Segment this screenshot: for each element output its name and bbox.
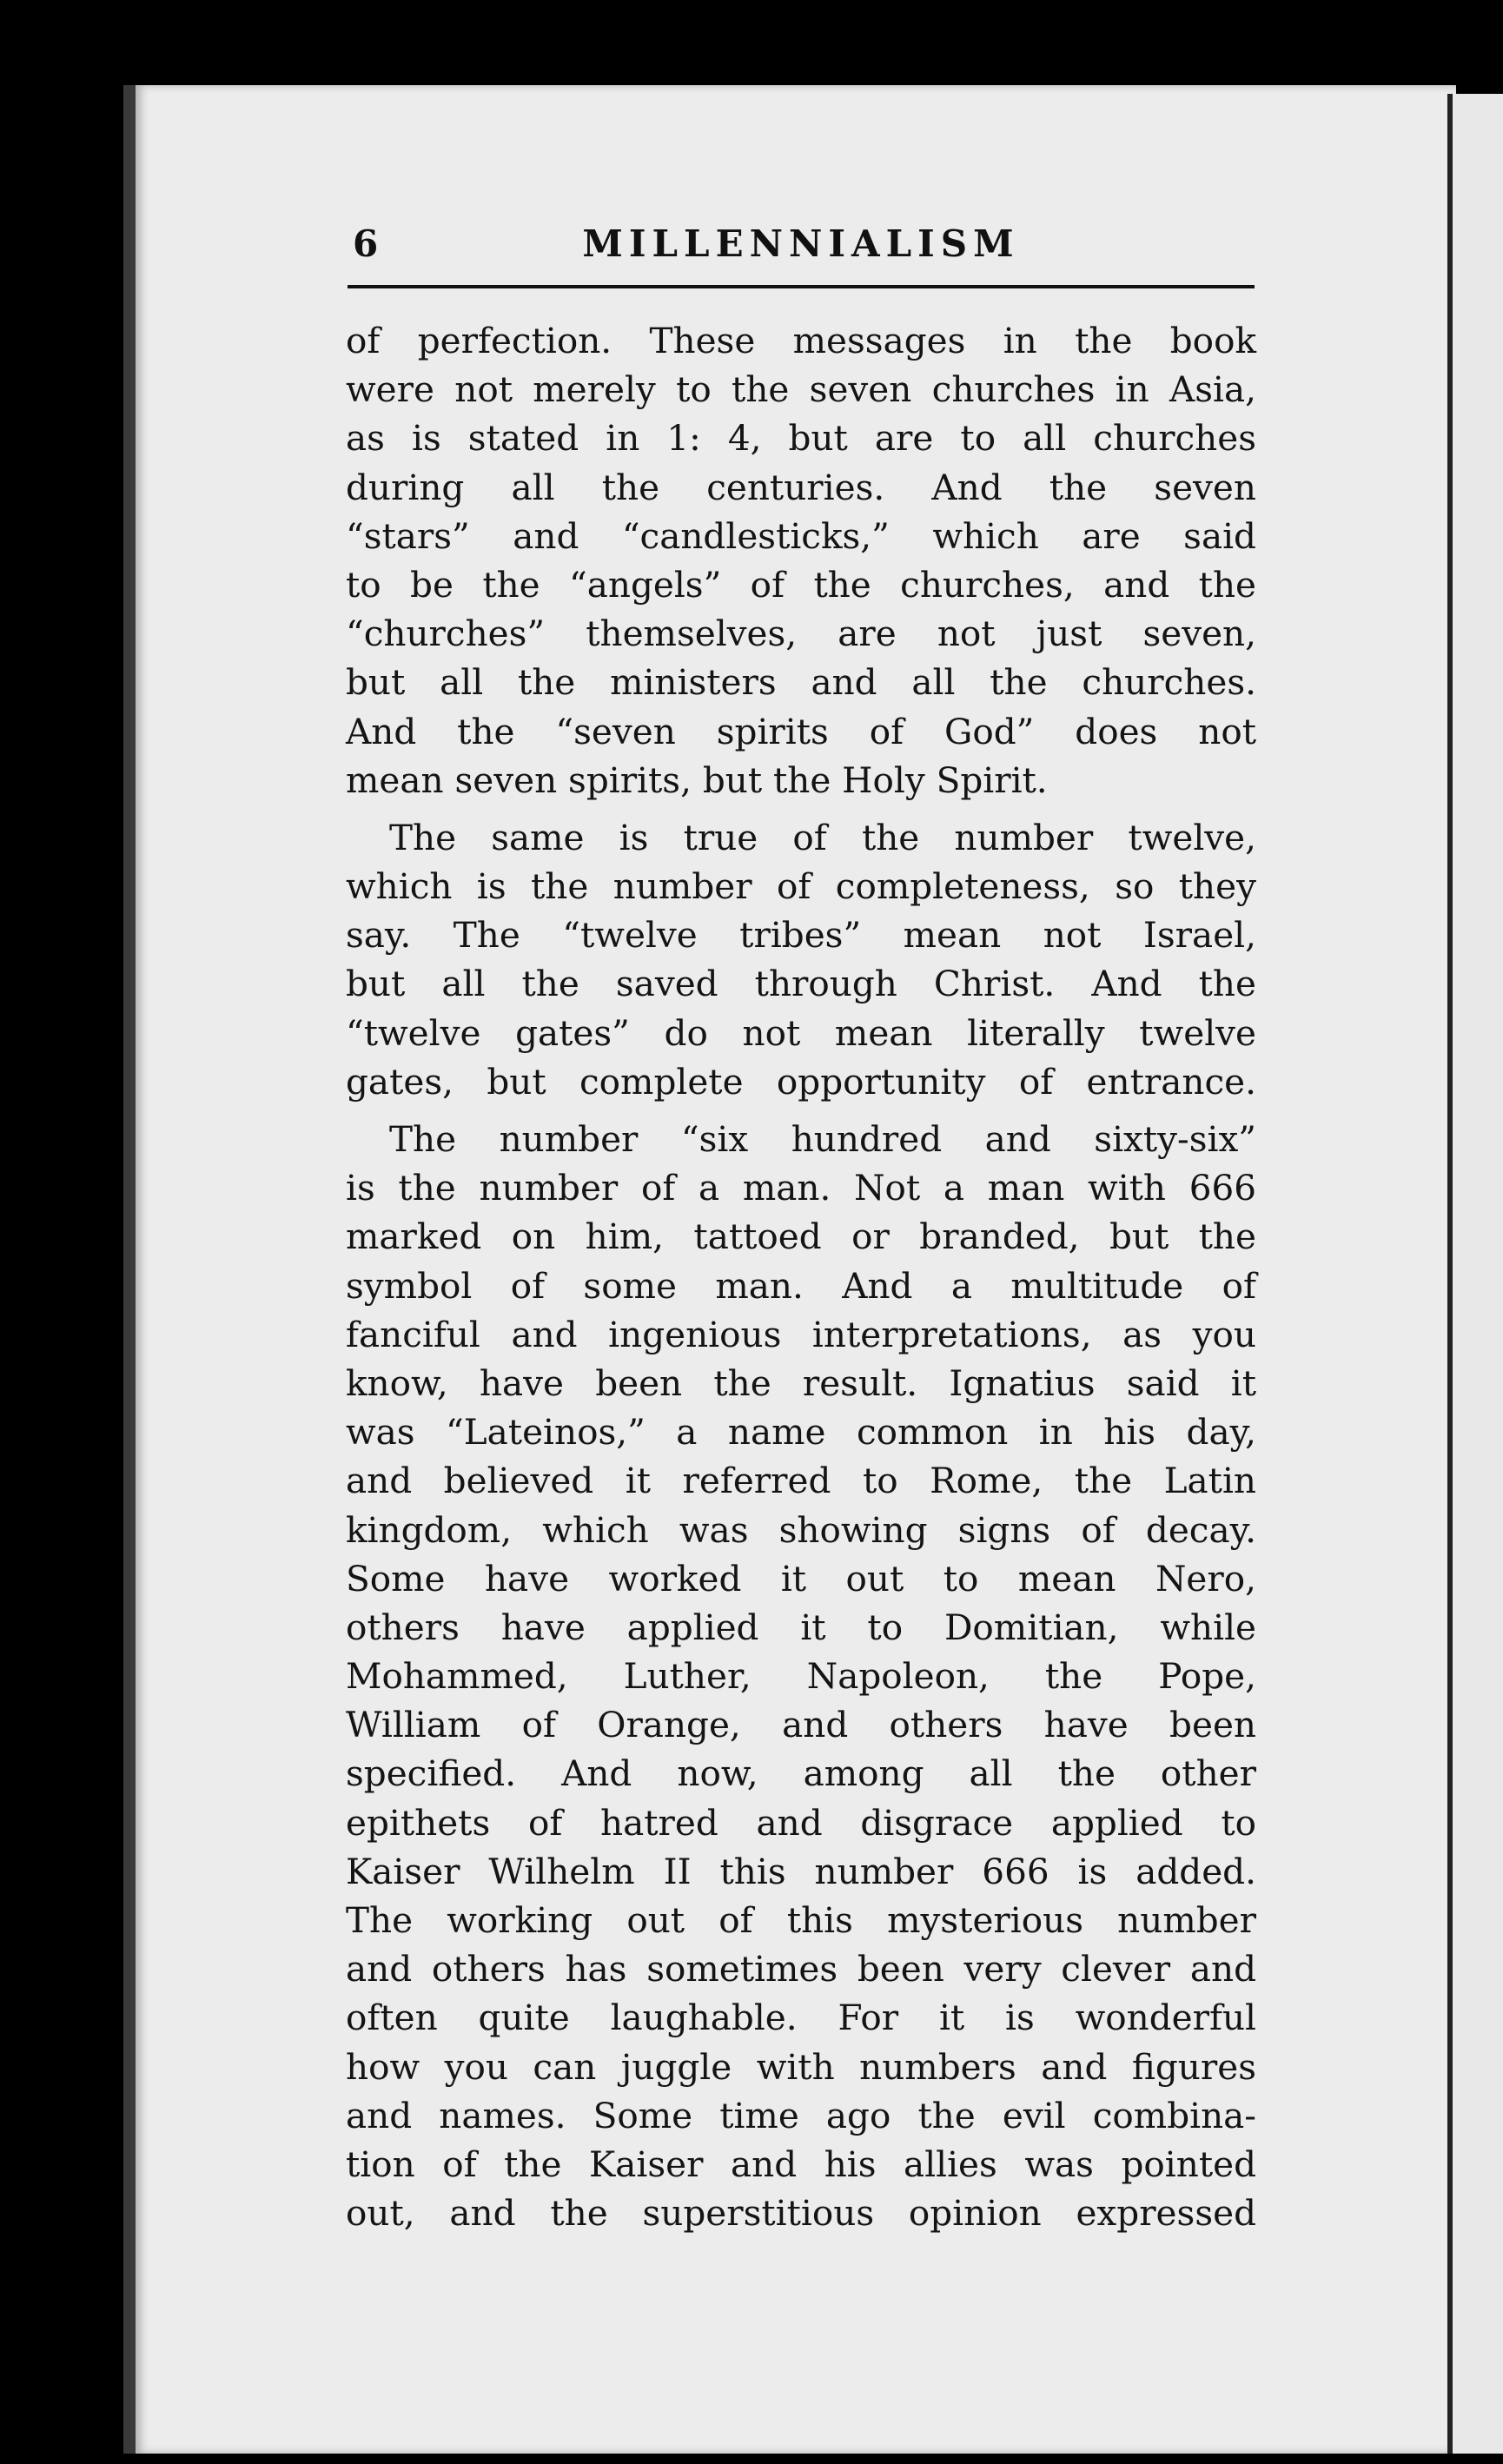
- text-line: as is stated in 1: 4, but are to all churches: [346, 417, 1256, 460]
- page-header: [348, 219, 1255, 288]
- text-line: say. The “twelve tribes” mean not Israel,: [346, 914, 1256, 957]
- text-line: The number “six hundred and sixty-six”: [389, 1118, 1256, 1160]
- text-line: tion of the Kaiser and his allies was pointed: [346, 2143, 1256, 2185]
- text-line: mean seven spirits, but the Holy Spirit.: [346, 758, 1048, 801]
- text-line: others have applied it to Domitian, while: [346, 1606, 1256, 1648]
- page-number: 6: [353, 222, 379, 265]
- body-text: [346, 316, 1256, 2237]
- text-line: symbol of some man. And a multitude of: [346, 1264, 1256, 1307]
- text-line: out, and the superstitious opinion expressed: [346, 2192, 1256, 2235]
- text-line: but all the ministers and all the churches.: [346, 661, 1256, 704]
- text-line: which is the number of completeness, so they: [346, 865, 1256, 908]
- text-line: and believed it referred to Rome, the Latin: [346, 1460, 1256, 1502]
- text-line: The working out of this mysterious number: [346, 1899, 1256, 1941]
- paragraph-gap: [346, 805, 1256, 813]
- text-line: specified. And now, among all the other: [346, 1752, 1256, 1795]
- text-line: of perfection. These messages in the book: [346, 320, 1256, 361]
- text-line: kingdom, which was showing signs of decay.: [346, 1508, 1256, 1551]
- running-title: MILLENNIALISM: [582, 222, 1020, 265]
- text-line: The same is true of the number twelve,: [389, 816, 1256, 858]
- text-line: often quite laughable. For it is wonderful: [346, 1997, 1256, 2039]
- text-line: “twelve gates” do not mean literally twelve: [346, 1011, 1256, 1054]
- text-line: to be the “angels” of the churches, and the: [346, 563, 1256, 606]
- text-line: how you can juggle with numbers and figures: [346, 2045, 1256, 2088]
- text-line: fanciful and ingenious interpretations, as you: [346, 1313, 1256, 1355]
- text-line: Some have worked it out to mean Nero,: [346, 1557, 1256, 1600]
- text-line: is the number of a man. Not a man with 666: [346, 1167, 1256, 1209]
- text-line: and others has sometimes been very clever and: [346, 1948, 1256, 1990]
- text-line: “churches” themselves, are not just seven,: [346, 613, 1256, 655]
- text-line: marked on him, tattoed or branded, but the: [346, 1215, 1256, 1258]
- text-line: during all the centuries. And the seven: [346, 466, 1256, 508]
- text-line: Kaiser Wilhelm II this number 666 is added.: [346, 1850, 1256, 1892]
- text-line: was “Lateinos,” a name common in his day,: [346, 1411, 1256, 1454]
- text-line: William of Orange, and others have been: [346, 1704, 1256, 1746]
- text-line: gates, but complete opportunity of entrance.: [346, 1060, 1256, 1103]
- paragraph-gap: [346, 1106, 1256, 1115]
- text-line: Mohammed, Luther, Napoleon, the Pope,: [346, 1655, 1256, 1698]
- text-line: And the “seven spirits of God” does not: [346, 710, 1256, 752]
- text-line: were not merely to the seven churches in Asia,: [346, 368, 1256, 411]
- text-line: and names. Some time ago the evil combina-: [346, 2094, 1256, 2136]
- text-line: know, have been the result. Ignatius said it: [346, 1361, 1256, 1404]
- text-line: but all the saved through Christ. And the: [346, 963, 1256, 1005]
- facing-page-edge: [1447, 94, 1503, 2454]
- text-line: epithets of hatred and disgrace applied to: [346, 1801, 1256, 1844]
- text-line: “stars” and “candlesticks,” which are said: [346, 514, 1256, 557]
